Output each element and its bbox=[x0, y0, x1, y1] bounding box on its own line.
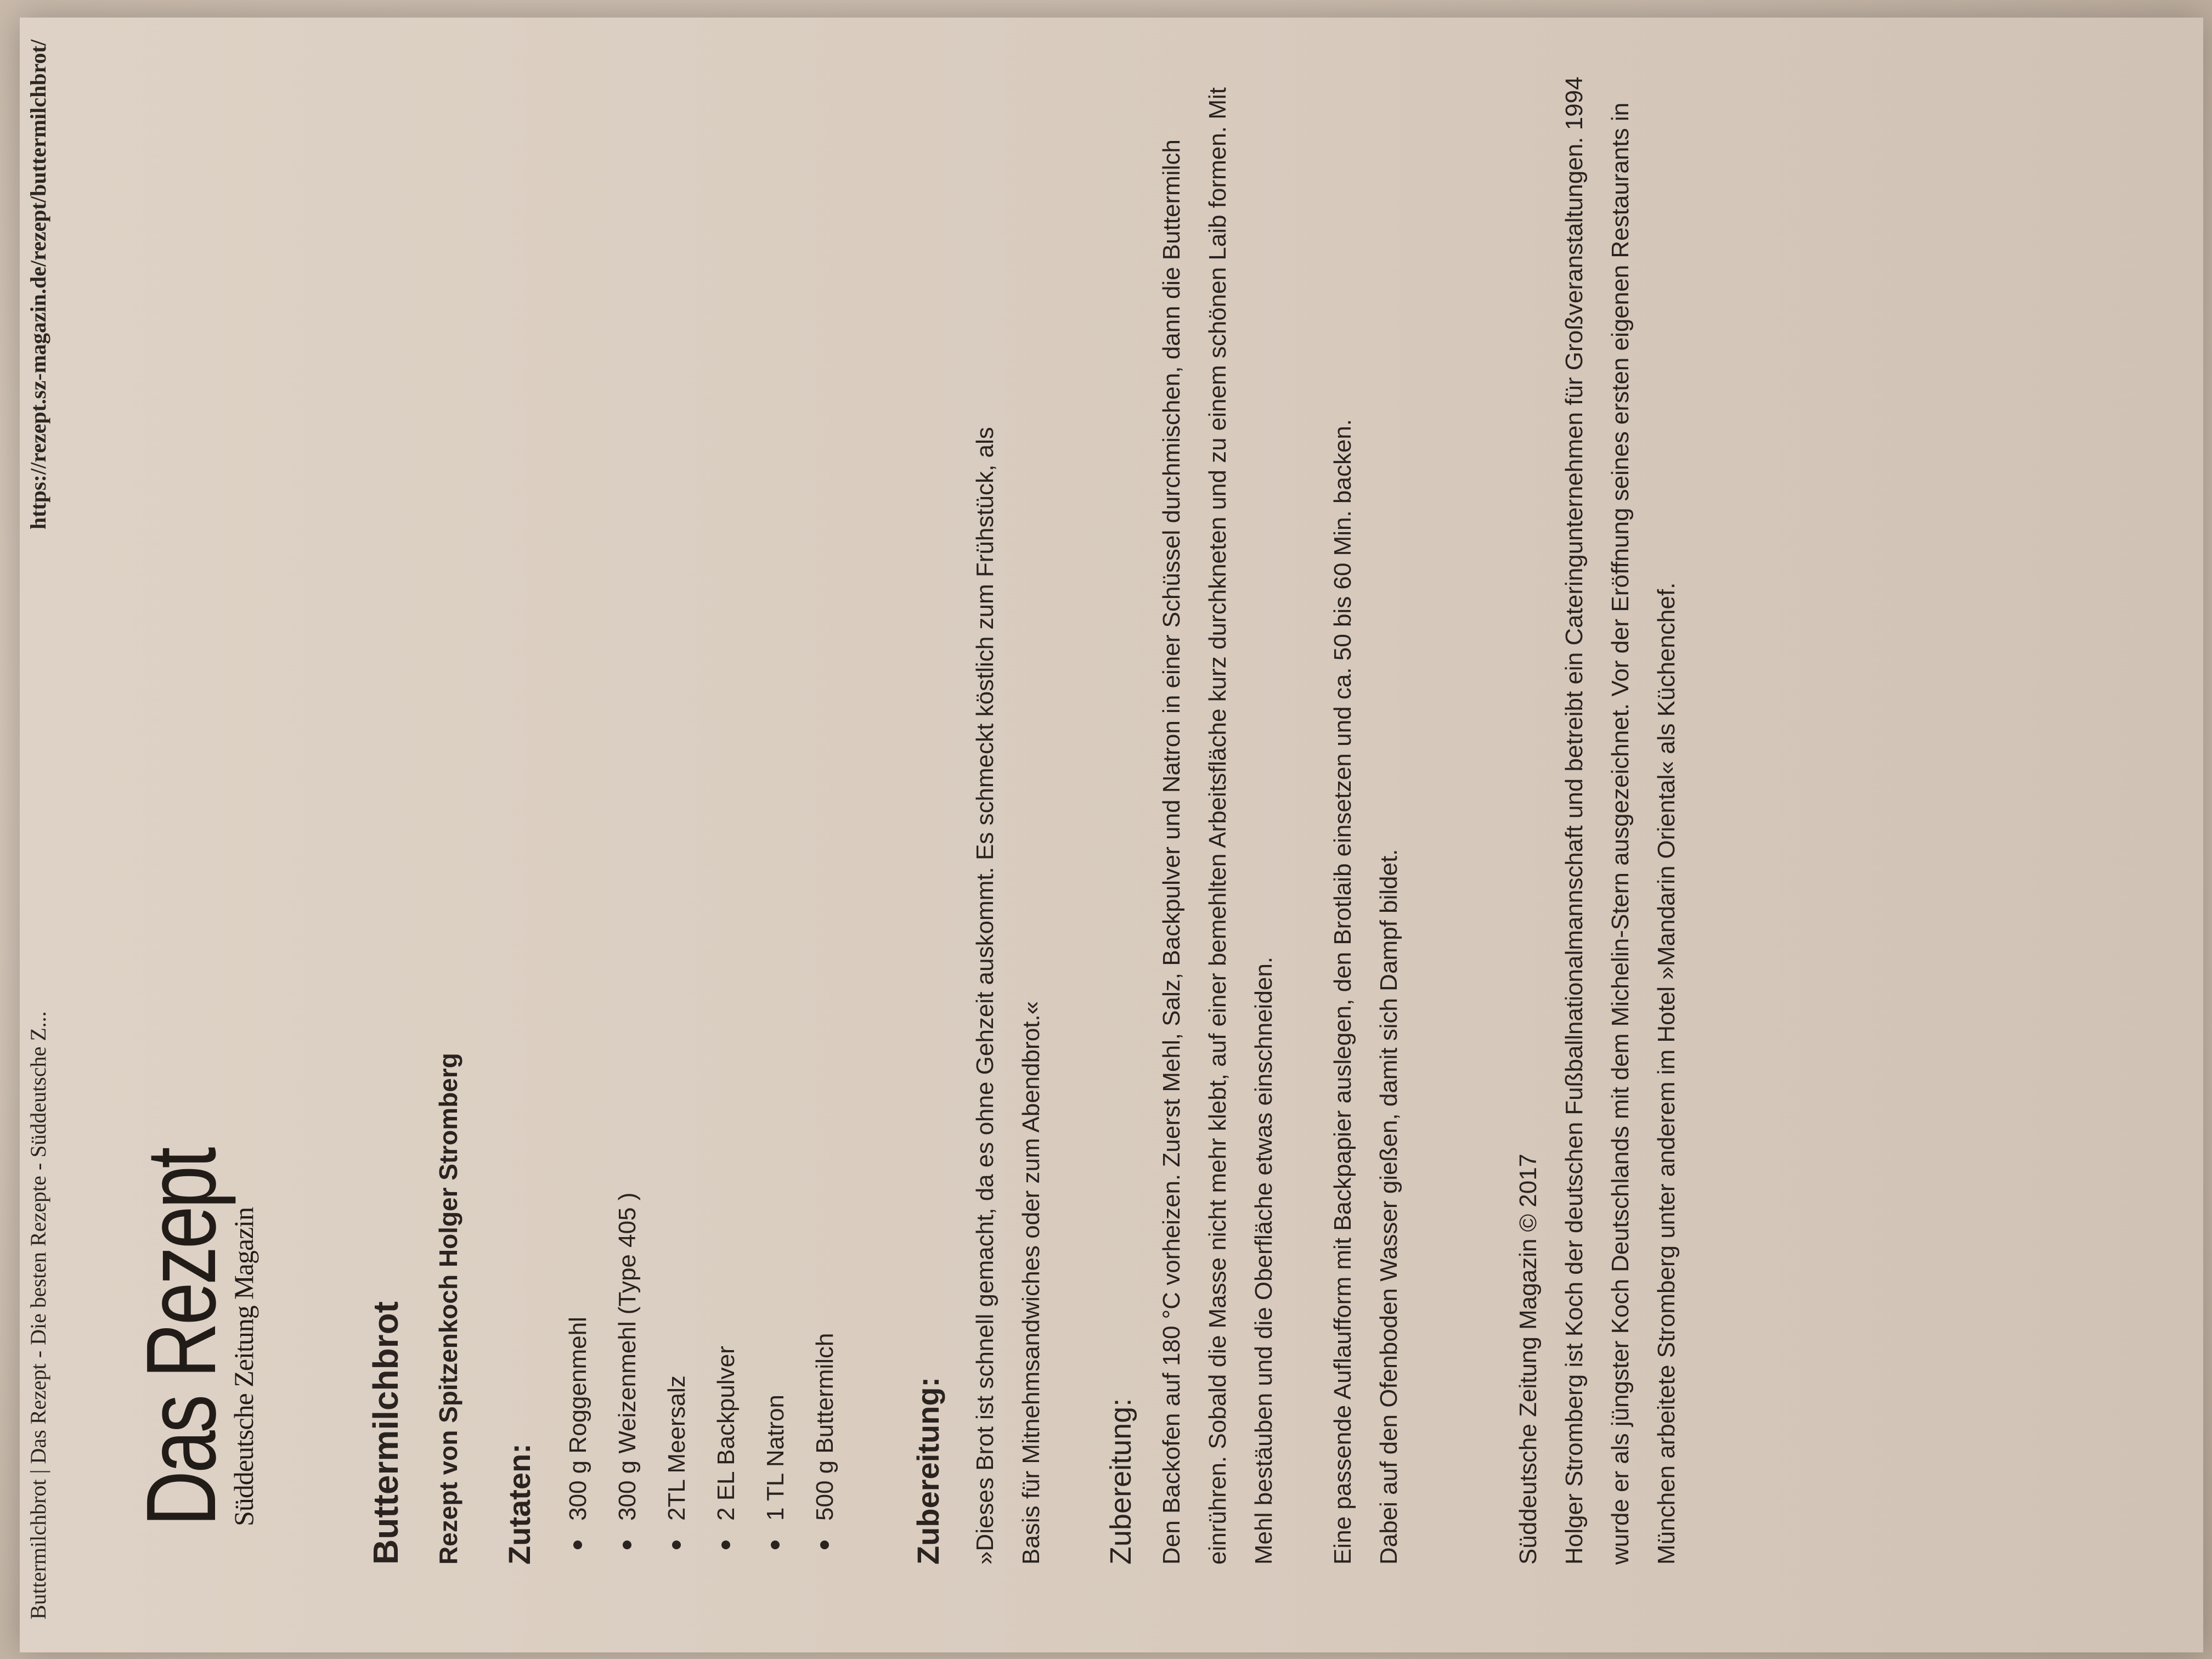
logo-subtitle: Süddeutsche Zeitung Magazin bbox=[228, 1207, 259, 1526]
bullet-icon bbox=[820, 1541, 829, 1549]
printed-page bbox=[20, 18, 2203, 1652]
bullet-icon bbox=[672, 1541, 681, 1549]
bullet-icon bbox=[771, 1541, 780, 1549]
ingredient-text: 2 EL Backpulver bbox=[713, 1346, 740, 1521]
copyright-line: Süddeutsche Zeitung Magazin © 2017 bbox=[1515, 1153, 1542, 1565]
bullet-icon bbox=[721, 1541, 730, 1549]
ingredient-text: 300 g Roggenmehl bbox=[565, 1317, 591, 1521]
ingredient-item bbox=[652, 83, 702, 1565]
print-header bbox=[25, 40, 64, 1620]
recipe-byline: Rezept von Spitzenkoch Holger Stromberg bbox=[434, 1053, 462, 1565]
ingredients-list bbox=[554, 83, 850, 1565]
ingredient-text: 1 TL Natron bbox=[762, 1395, 789, 1521]
ingredient-item bbox=[603, 83, 652, 1565]
preparation-subheading: Zubereitung: bbox=[1104, 1398, 1137, 1565]
ingredient-text: 500 g Buttermilch bbox=[811, 1333, 838, 1521]
recipe-content bbox=[365, 76, 1690, 1565]
recipe-intro-quote: »Dieses Brot ist schnell gemacht, da es ohne Gehzeit auskommt. Es schmeckt köstlich zum Frühstück, als Basis für Mitnehmsandwiches oder zum Abendbrot.« bbox=[972, 427, 1045, 1565]
print-url: https://rezept.sz-magazin.de/rezept/buttermilchbrot/ bbox=[26, 40, 50, 530]
ingredient-item bbox=[554, 83, 603, 1565]
ingredient-text: 300 g Weizenmehl (Type 405 ) bbox=[614, 1192, 641, 1521]
masthead-logo bbox=[126, 978, 259, 1526]
ingredients-heading: Zutaten: bbox=[502, 1443, 537, 1565]
print-page-title: Buttermilchbrot | Das Rezept - Die besten Rezepte - Süddeutsche Z... bbox=[26, 1011, 50, 1620]
ingredient-item bbox=[702, 83, 751, 1565]
preparation-step-2: Eine passende Auflaufform mit Backpapier auslegen, den Brotlaib einsetzen und ca. 50 bis 60 Min. backen. Dabei auf den Ofenboden Wasser gießen, damit sich Dampf bildet. bbox=[1329, 419, 1402, 1565]
bullet-icon bbox=[573, 1541, 582, 1549]
preparation-step-1: Den Backofen auf 180 °C vorheizen. Zuerst Mehl, Salz, Backpulver und Natron in einer Schüssel durchmischen, dann die Buttermilch einrühren. Sobald die Masse nicht mehr klebt, auf einer bemehlten Arbeitsfläche kurz durchkneten und zu einem schönen Laib formen. Mit Mehl bestäuben und die Oberfläche etwas einschneiden. bbox=[1158, 87, 1277, 1565]
ingredient-item bbox=[751, 83, 800, 1565]
bullet-icon bbox=[623, 1541, 631, 1549]
recipe-title: Buttermilchbrot bbox=[366, 1301, 405, 1565]
ingredient-item bbox=[800, 83, 850, 1565]
preparation-heading: Zubereitung: bbox=[911, 1376, 945, 1565]
chef-bio: Holger Stromberg ist Koch der deutschen Fußballnationalmannschaft und betreibt ein Cateringunternehmen für Großveranstaltungen. 1994 wurde er als jüngster Koch Deutschlands mit dem Michelin-Stern ausgezeichnet. Vor der Eröffnung seines ersten eigenen Restaurants in München arbeitete Stromberg unter anderem im Hotel »Mandarin Oriental« als Küchenchef. bbox=[1561, 76, 1680, 1565]
ingredient-text: 2TL Meersalz bbox=[663, 1375, 690, 1521]
logo-title: Das Rezept bbox=[126, 1149, 236, 1526]
